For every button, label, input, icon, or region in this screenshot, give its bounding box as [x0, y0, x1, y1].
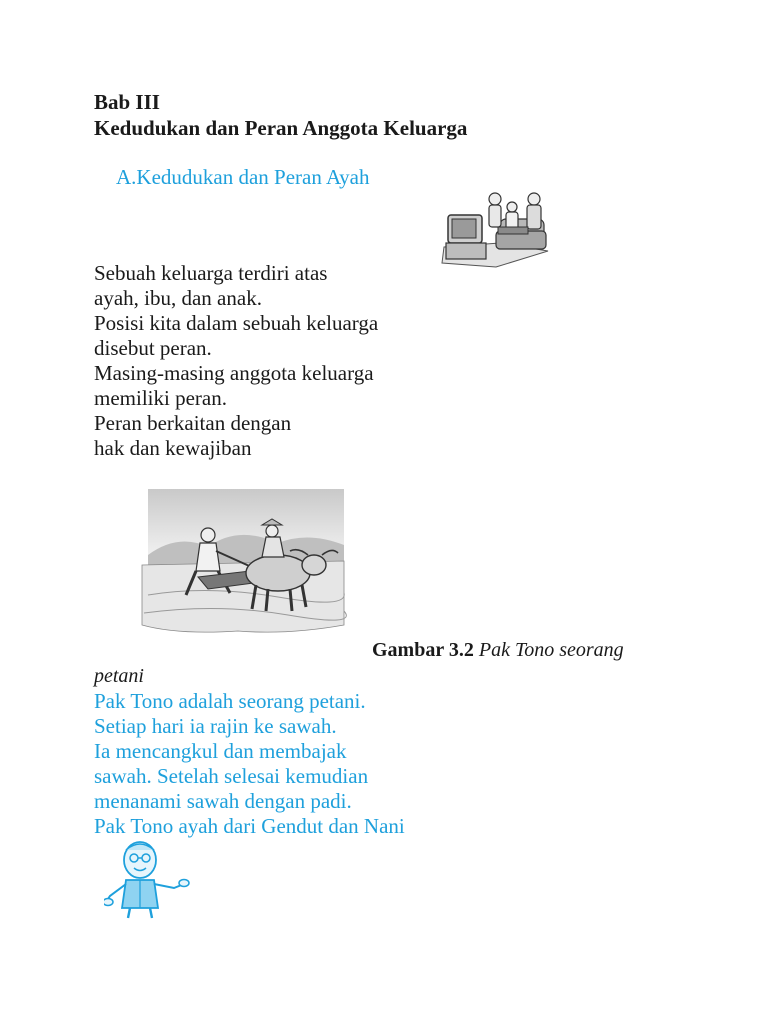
story-line: Setiap hari ia rajin ke sawah.: [94, 714, 337, 738]
chapter-label: Bab III: [94, 90, 160, 114]
farmer-illustration: [138, 485, 348, 637]
intro-paragraph: [94, 261, 378, 461]
cartoon-man-illustration: [104, 838, 190, 920]
family-illustration: [440, 185, 550, 269]
intro-line: ayah, ibu, dan anak.: [94, 286, 262, 310]
intro-line: Masing-masing anggota keluarga: [94, 361, 374, 385]
intro-line: Posisi kita dalam sebuah keluarga: [94, 311, 379, 335]
story-line: menanami sawah dengan padi.: [94, 789, 352, 813]
figure-caption-continuation: petani: [94, 665, 144, 687]
chapter-title: Kedudukan dan Peran Anggota Keluarga: [94, 116, 468, 140]
intro-line: hak dan kewajiban: [94, 436, 252, 460]
story-line: sawah. Setelah selesai kemudian: [94, 764, 369, 788]
story-line: Pak Tono ayah dari Gendut dan Nani: [94, 814, 405, 838]
story-line: Ia mencangkul dan membajak: [94, 739, 347, 763]
section-heading: A.Kedudukan dan Peran Ayah: [116, 165, 370, 189]
intro-line: disebut peran.: [94, 336, 212, 360]
intro-line: Peran berkaitan dengan: [94, 411, 292, 435]
figure-label: Gambar 3.2: [372, 639, 474, 661]
story-paragraph: [94, 689, 405, 839]
figure-text: Pak Tono seorang: [478, 639, 624, 661]
intro-line: Sebuah keluarga terdiri atas: [94, 261, 328, 285]
story-line: Pak Tono adalah seorang petani.: [94, 689, 366, 713]
figure-caption: [372, 637, 624, 663]
intro-line: memiliki peran.: [94, 386, 227, 410]
